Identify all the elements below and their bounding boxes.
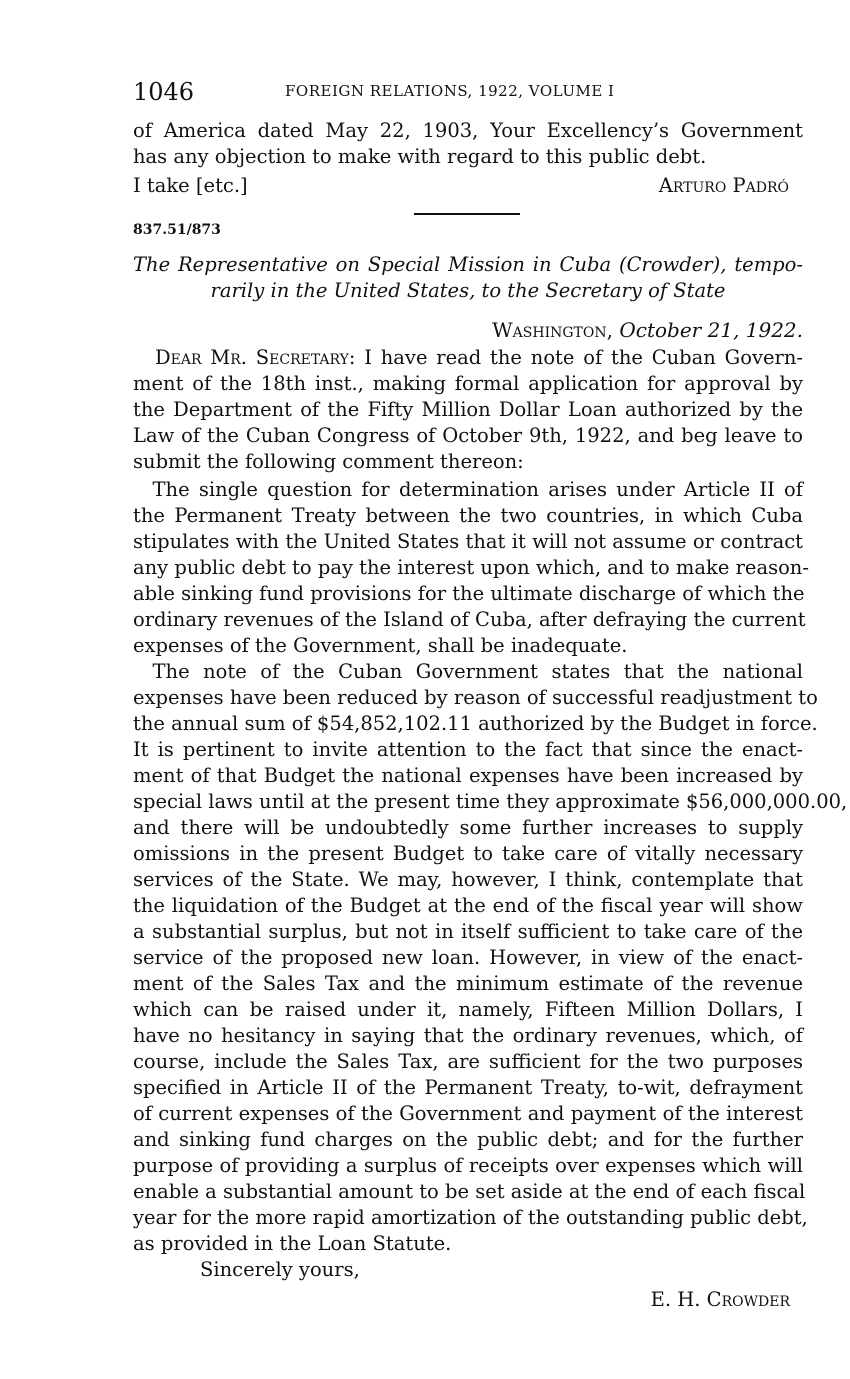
text-line: and sinking fund charges on the public debt; and for the further [133,1128,803,1151]
text-line: any public debt to pay the interest upon which, and to make reason- [133,556,809,579]
signature-padro: Arturo Padró [658,174,789,197]
closing-etc: I take [etc.] [133,174,248,197]
text-line: specified in Article II of the Permanent Treaty, to-wit, defrayment [133,1076,803,1099]
document-title-line-2: rarily in the United States, to the Secretary of State [210,279,726,302]
text-line: the annual sum of $54,852,102.11 authorized by the Budget in force. [133,712,818,735]
text-line: It is pertinent to invite attention to the fact that since the enact- [133,738,803,761]
text-line: year for the more rapid amortization of the outstanding public debt, [133,1206,808,1229]
text-line: of America dated May 22, 1903, Your Excellency’s Government [133,119,803,142]
text-line: able sinking fund provisions for the ultimate discharge of which the [133,582,805,605]
text-line: ment of the Sales Tax and the minimum estimate of the revenue [133,972,803,995]
text-line: course, include the Sales Tax, are sufficient for the two purposes [133,1050,803,1073]
closing: Sincerely yours, [200,1258,360,1281]
text-line: ordinary revenues of the Island of Cuba, after defraying the current [133,608,806,631]
text-line: omissions in the present Budget to take care of vitally necessary [133,842,803,865]
text-line: service of the proposed new loan. However, in view of the enact- [133,946,803,969]
text-line: and there will be undoubtedly some further increases to supply [133,816,803,839]
text-line: as provided in the Loan Statute. [133,1232,452,1255]
signature-crowder: E. H. Crowder [650,1288,790,1311]
text-line: has any objection to make with regard to this public debt. [133,145,707,168]
file-number: 837.51/873 [133,222,221,238]
salutation: Dear Mr. Secretary: [155,346,356,369]
text-line: The single question for determination arises under Article II of [133,478,803,501]
text-line: expenses have been reduced by reason of successful readjustment to [133,686,818,709]
page-number: 1046 [133,78,195,106]
text-line: ment of that Budget the national expenses have been increased by [133,764,803,787]
text-line: have no hesitancy in saying that the ordinary revenues, which, of [133,1024,803,1047]
document-title-line-1: The Representative on Special Mission in Cuba (Crowder), tempo- [133,253,803,276]
text-line: a substantial surplus, but not in itself sufficient to take care of the [133,920,803,943]
dateline-date: October 21, 1922. [619,318,803,342]
text-line: special laws until at the present time they approximate $56,000,000.00, [133,790,848,813]
salutation-line [133,345,803,371]
text-line: purpose of providing a surplus of receipts over expenses which will [133,1154,803,1177]
dateline-place: Washington, [492,318,613,342]
text-line: The note of the Cuban Government states that the national [133,660,803,683]
section-divider [414,213,520,215]
text-line: the liquidation of the Budget at the end of the fiscal year will show [133,894,803,917]
text-line: ment of the 18th inst., making formal application for approval by [133,372,803,395]
page-header [133,78,803,106]
text-line: of current expenses of the Government and payment of the interest [133,1102,803,1125]
text-line: submit the following comment thereon: [133,450,524,473]
text-line: Law of the Cuban Congress of October 9th, 1922, and beg leave to [133,424,803,447]
dateline [492,318,803,342]
text-line: stipulates with the United States that it will not assume or contract [133,530,803,553]
text-line: services of the State. We may, however, I think, contemplate that [133,868,803,891]
text-line: expenses of the Government, shall be inadequate. [133,634,628,657]
running-head: FOREIGN RELATIONS, 1922, VOLUME I [285,82,615,100]
text-line: the Department of the Fifty Million Dollar Loan authorized by the [133,398,803,421]
text-line: the Permanent Treaty between the two countries, in which Cuba [133,504,803,527]
text-line: enable a substantial amount to be set aside at the end of each fiscal [133,1180,806,1203]
paragraph-text: I have read the note of the Cuban Govern- [355,346,803,369]
text-line: which can be raised under it, namely, Fifteen Million Dollars, I [133,998,803,1021]
